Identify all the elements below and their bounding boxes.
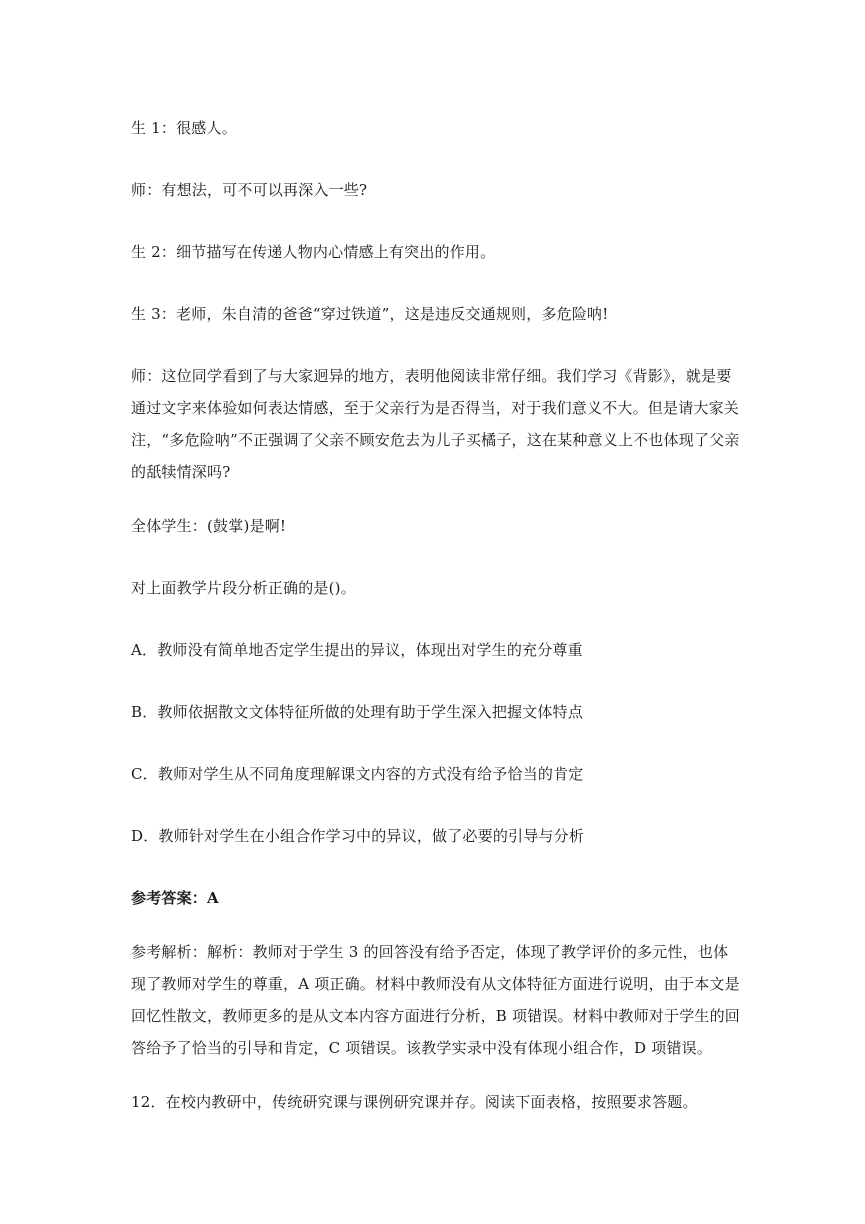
reference-answer: 参考答案：A <box>131 889 219 907</box>
dialogue-line-5: 师：这位同学看到了与大家迥异的地方，表明他阅读非常仔细。我们学习《背影》，就是要通过文字来体验如何表达情感，至于父亲行为是否得当，对于我们意义不大。但是请大家关注，“多危险呐”不正强调了父亲不顾安危去为儿子买橘子，这在某种意义上不也体现了父亲的舐犊情深吗? <box>131 367 740 481</box>
dialogue-line-4: 生 3：老师，朱自清的爸爸“穿过铁道”，这是违反交通规则，多危险呐! <box>131 305 609 323</box>
next-question: 12．在校内教研中，传统研究课与课例研究课并存。阅读下面表格，按照要求答题。 <box>131 1093 698 1111</box>
document-page <box>131 112 743 1118</box>
option-d: D．教师针对学生在小组合作学习中的异议，做了必要的引导与分析 <box>131 827 585 845</box>
dialogue-line-2: 师：有想法，可不可以再深入一些? <box>131 181 368 199</box>
dialogue-line-6: 全体学生：(鼓掌)是啊! <box>131 517 287 535</box>
option-a: A．教师没有简单地否定学生提出的异议，体现出对学生的充分尊重 <box>131 641 583 659</box>
question-stem: 对上面教学片段分析正确的是()。 <box>131 579 356 597</box>
option-b: B．教师依据散文文体特征所做的处理有助于学生深入把握文体特点 <box>131 703 584 721</box>
reference-analysis: 参考解析：解析：教师对于学生 3 的回答没有给予否定，体现了教学评价的多元性，也体现了教师对学生的尊重，A 项正确。材料中教师没有从文体特征方面进行说明，由于本文是回忆性散文，教师更多的是从文本内容方面进行分析，B 项错误。材料中教师对于学生的回答给予了恰当的引导和肯定，C 项错误。该教学实录中没有体现小组合作，D 项错误。 <box>131 943 740 1057</box>
dialogue-line-3: 生 2：细节描写在传递人物内心情感上有突出的作用。 <box>131 243 496 261</box>
dialogue-line-1: 生 1：很感人。 <box>131 119 237 137</box>
option-c: C．教师对学生从不同角度理解课文内容的方式没有给予恰当的肯定 <box>131 765 584 783</box>
